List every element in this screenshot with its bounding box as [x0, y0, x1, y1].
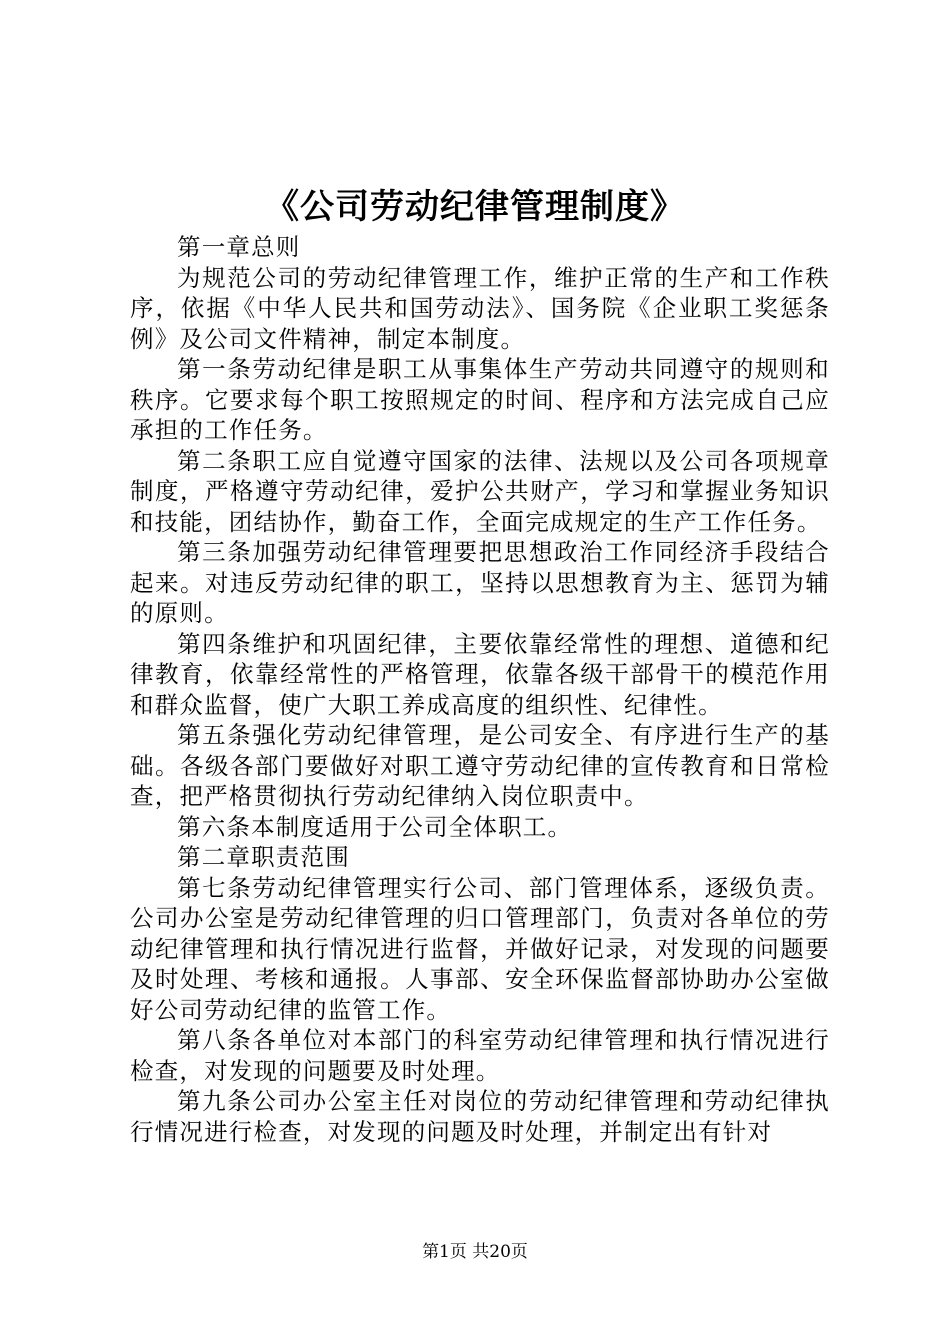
document-body: [130, 232, 830, 1147]
body-paragraph: 第六条本制度适用于公司全体职工。: [177, 812, 573, 841]
body-paragraph: 第九条公司办公室主任对岗位的劳动纪律管理和劳动纪律执行情况进行检查，对发现的问题及时处理，并制定出有针对: [130, 1087, 830, 1146]
body-paragraph: 第七条劳动纪律管理实行公司、部门管理体系，逐级负责。公司办公室是劳动纪律管理的归口管理部门，负责对各单位的劳动纪律管理和执行情况进行监督，并做好记录，对发现的问题要及时处理、考核和通报。人事部、安全环保监督部协助办公室做好公司劳动纪律的监管工作。: [130, 873, 830, 1024]
body-paragraph: 第五条强化劳动纪律管理，是公司安全、有序进行生产的基础。各级各部门要做好对职工遵守劳动纪律的宣传教育和日常检查，把严格贯彻执行劳动纪律纳入岗位职责中。: [130, 721, 830, 810]
chapter-heading: 第二章职责范围: [177, 843, 350, 871]
body-paragraph: 第四条维护和巩固纪律，主要依靠经常性的理想、道德和纪律教育，依靠经常性的严格管理，依靠各级干部骨干的模范作用和群众监督，使广大职工养成高度的组织性、纪律性。: [130, 629, 830, 719]
body-paragraph: 第二条职工应自觉遵守国家的法律、法规以及公司各项规章制度，严格遵守劳动纪律，爱护公共财产，学习和掌握业务知识和技能，团结协作，勤奋工作，全面完成规定的生产工作任务。: [130, 446, 830, 536]
body-paragraph: 为规范公司的劳动纪律管理工作，维护正常的生产和工作秩序，依据《中华人民共和国劳动法》、国务院《企业职工奖惩条例》及公司文件精神，制定本制度。: [130, 263, 830, 353]
body-paragraph: 第三条加强劳动纪律管理要把思想政治工作同经济手段结合起来。对违反劳动纪律的职工，坚持以思想教育为主、惩罚为辅的原则。: [130, 538, 830, 627]
body-paragraph: 第八条各单位对本部门的科室劳动纪律管理和执行情况进行检查，对发现的问题要及时处理。: [130, 1026, 830, 1085]
page-number-footer: 第1页 共20页: [422, 1242, 528, 1262]
chapter-heading: 第一章总则: [177, 233, 301, 261]
body-paragraph: 第一条劳动纪律是职工从事集体生产劳动共同遵守的规则和秩序。它要求每个职工按照规定的时间、程序和方法完成自己应承担的工作任务。: [130, 355, 830, 444]
document-title: 《公司劳动纪律管理制度》: [265, 187, 685, 227]
